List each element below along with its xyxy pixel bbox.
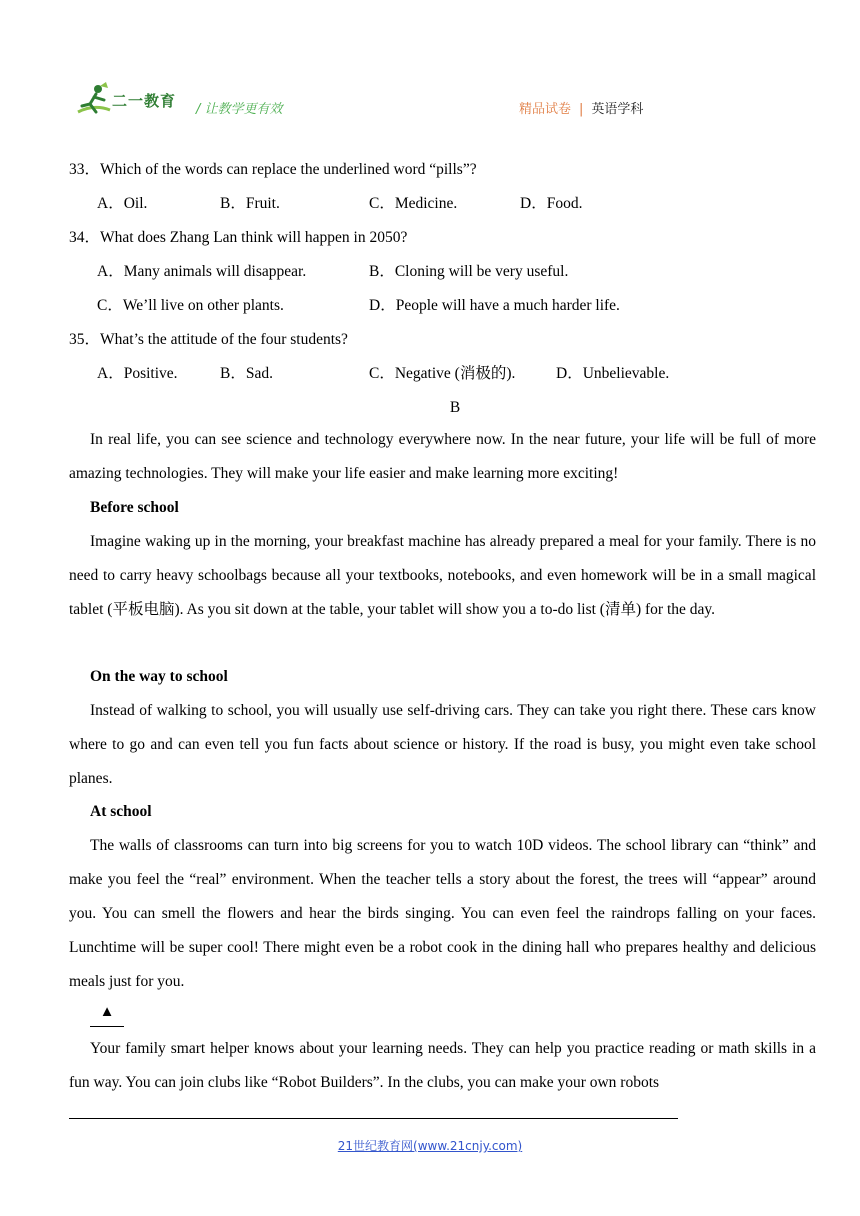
q35-option-c: C．Negative (消极的). xyxy=(369,365,516,382)
heading-at-school: At school xyxy=(90,803,152,820)
q34-option-c: C．We’ll live on other plants. xyxy=(97,297,284,314)
blank-heading-marker: ▲ xyxy=(90,1004,124,1027)
logo-text: 二一教育 xyxy=(112,92,177,110)
q33-option-b: B．Fruit. xyxy=(220,195,280,212)
q35-option-b: B．Sad. xyxy=(220,365,273,382)
footer-website-link[interactable]: 21世纪教育网(www.21cnjy.com) xyxy=(337,1139,523,1153)
question-35-stem: 35．What’s the attitude of the four students? xyxy=(69,331,348,348)
paragraph-after-school xyxy=(69,1032,816,1100)
heading-on-the-way: On the way to school xyxy=(90,668,228,685)
passage-intro-text: In real life, you can see science and technology everywhere now. In the near future, your life will be full of more amazing technologies. They will make your life easier and make learning more exciting! xyxy=(69,431,816,482)
q34-option-b: B．Cloning will be very useful. xyxy=(369,263,569,280)
q34-option-d: D．People will have a much harder life. xyxy=(369,297,620,314)
q35-option-a: A．Positive. xyxy=(97,365,178,382)
paragraph-after-school-text: Your family smart helper knows about your learning needs. They can help you practice reading or math skills in a fun way. You can join clubs like “Robot Builders”. In the clubs, you can make your own robots xyxy=(69,1040,816,1091)
heading-before-school: Before school xyxy=(90,499,179,516)
header-tag-exam: 精品试卷 xyxy=(519,102,572,117)
q35-option-d: D．Unbelievable. xyxy=(556,365,670,382)
paragraph-at-school xyxy=(69,829,816,999)
question-34-stem: 34．What does Zhang Lan think will happen in 2050? xyxy=(69,229,408,246)
footer-divider xyxy=(69,1118,678,1119)
q33-option-d: D．Food. xyxy=(520,195,583,212)
header-tag-subject: 英语学科 xyxy=(591,102,644,117)
q33-option-c: C．Medicine. xyxy=(369,195,458,212)
paragraph-before-school-text: Imagine waking up in the morning, your breakfast machine has already prepared a meal for your family. There is no need to carry heavy schoolbags because all your textbooks, notebooks, and even homework will be in a small magical tablet (平板电脑). As you sit down at the table, your tablet will show you a to-do list (清单) for the day. xyxy=(69,533,816,618)
question-33-stem: 33．Which of the words can replace the underlined word “pills”? xyxy=(69,161,477,178)
page-header xyxy=(0,0,860,130)
paragraph-before-school xyxy=(69,525,816,627)
paragraph-on-the-way-text: Instead of walking to school, you will usually use self-driving cars. They can take you right there. These cars know where to go and can even tell you fun facts about science or history. If the road is busy, you might even take school planes. xyxy=(69,702,816,787)
paragraph-at-school-text: The walls of classrooms can turn into big screens for you to watch 10D videos. The school library can “think” and make you feel the “real” environment. When the teacher tells a story about the forest, the trees will “appear” around you. You can smell the flowers and hear the birds singing. You can even feel the raindrops falling on your faces. Lunchtime will be super cool! There might even be a robot cook in the dining hall who prepares healthy and delicious meals just for you. xyxy=(69,837,816,990)
q33-option-a: A．Oil. xyxy=(97,195,148,212)
passage-intro xyxy=(69,423,816,491)
q34-option-a: A．Many animals will disappear. xyxy=(97,263,307,280)
header-tags xyxy=(519,98,643,117)
section-letter: B xyxy=(449,399,461,416)
header-slogan: / 让教学更有效 xyxy=(196,102,283,117)
paragraph-on-the-way xyxy=(69,694,816,796)
header-separator: | xyxy=(579,102,584,117)
